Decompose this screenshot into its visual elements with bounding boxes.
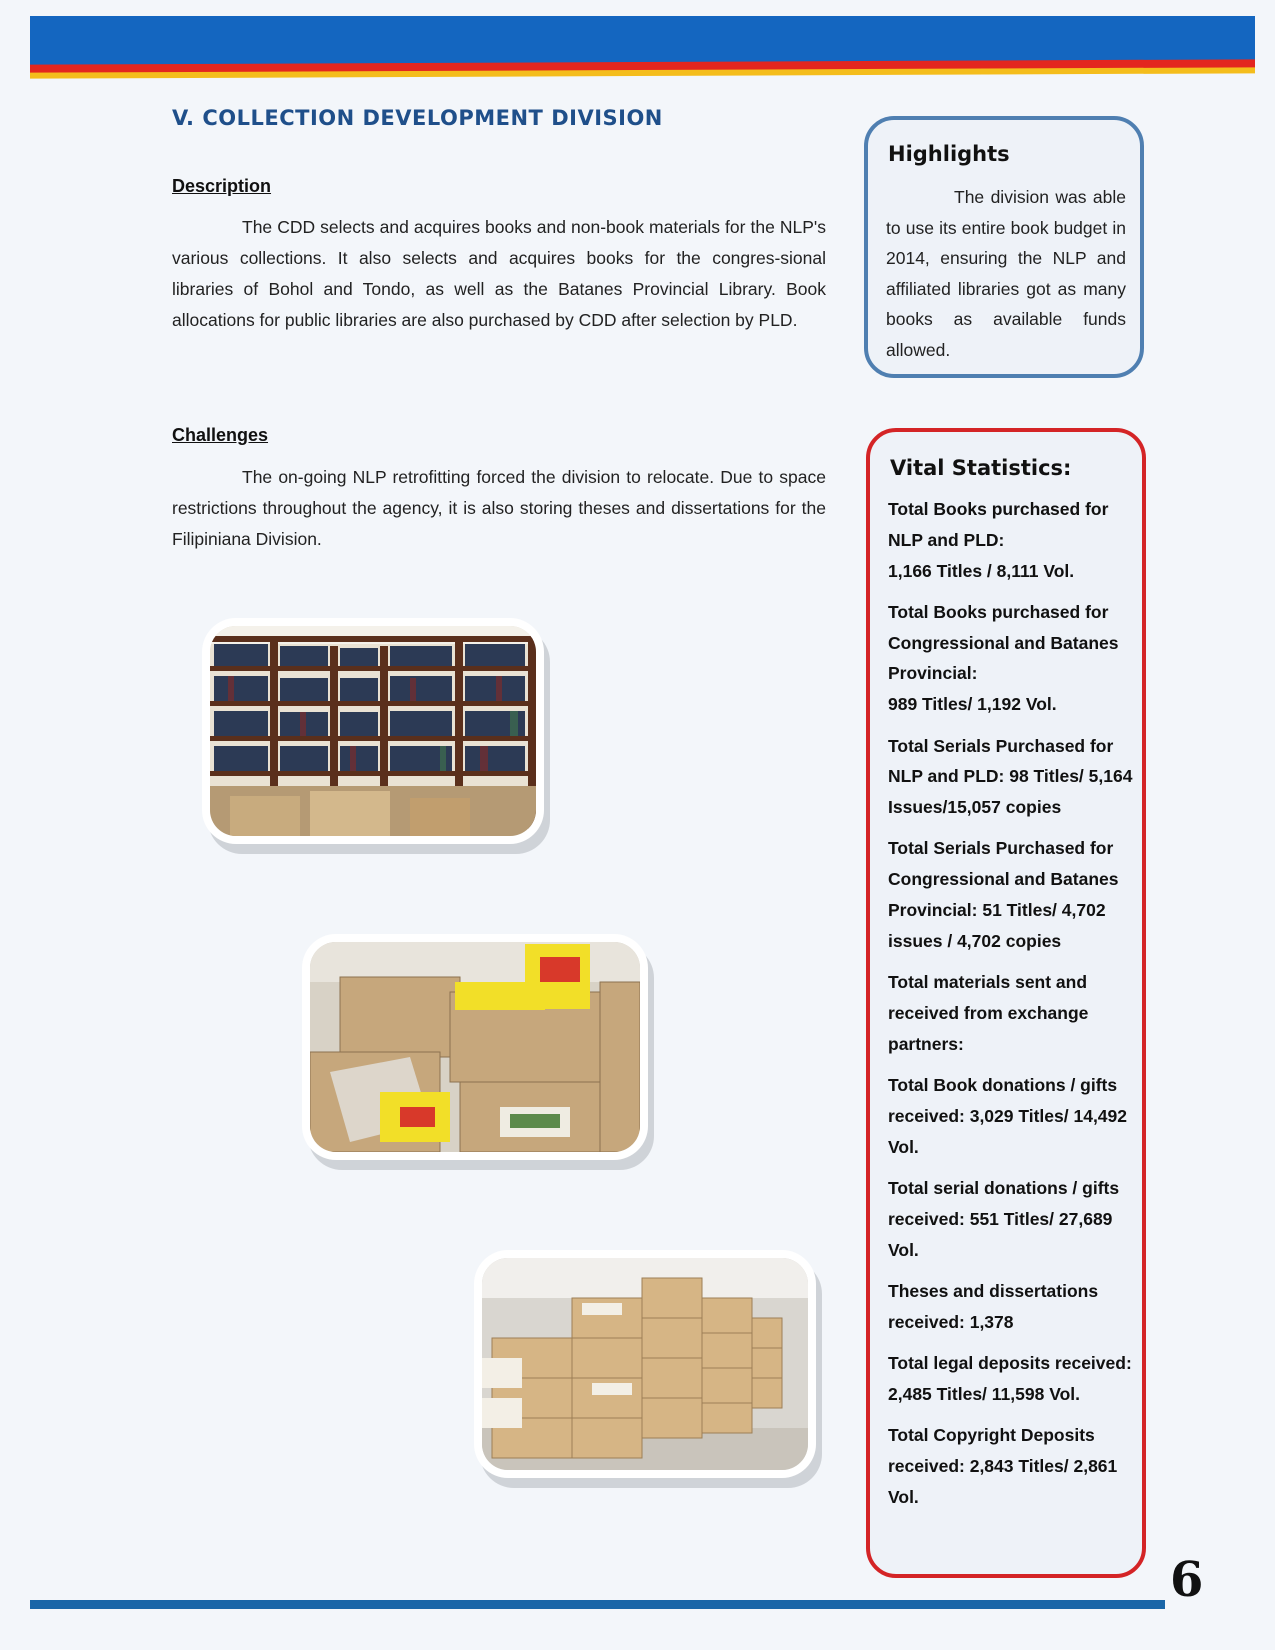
stat-item [888, 1070, 1136, 1162]
highlights-title: Highlights [888, 142, 1010, 166]
stat-item [888, 597, 1136, 720]
stat-item [888, 1276, 1136, 1338]
book-boxes-photo [310, 942, 640, 1152]
stat-item [888, 967, 1136, 1059]
page-title: V. COLLECTION DEVELOPMENT DIVISION [172, 106, 663, 130]
stat-label: Total Copyright Deposits received: 2,843 Titles/ 2,861 Vol. [888, 1425, 1118, 1507]
page-number: 6 [1170, 1552, 1204, 1608]
highlights-box [864, 116, 1144, 378]
library-shelves-photo [210, 626, 536, 836]
stat-label: Total Serials Purchased for NLP and PLD: 98 Titles/ 5,164 Issues/15,057 copies [888, 735, 1133, 818]
stacked-cartons-photo [482, 1258, 808, 1470]
stat-item [888, 1173, 1136, 1265]
description-text: The CDD selects and acquires books and non-book materials for the NLP's various collections. It also selects and acquires books for the congres-sional libraries of Bohol and Tondo, as well as the Batanes Provincial Library. Book allocations for public libraries are also purchased by CDD after selection by PLD. [172, 217, 826, 330]
stat-item [888, 731, 1136, 823]
stat-item [888, 833, 1136, 956]
description-heading: Description [172, 176, 272, 196]
stat-label: Theses and dissertations received: 1,378 [888, 1280, 1099, 1332]
stat-label: Total Books purchased for NLP and PLD: [888, 499, 1109, 550]
stat-item [888, 494, 1136, 586]
stat-value: 989 Titles/ 1,192 Vol. [888, 694, 1057, 715]
footer-line [30, 1600, 1165, 1609]
stat-label: Total serial donations / gifts received: 551 Titles/ 27,689 Vol. [888, 1177, 1120, 1260]
vital-statistics-title: Vital Statistics: [890, 456, 1072, 480]
stat-value: 1,166 Titles / 8,111 Vol. [888, 560, 1075, 581]
stat-item [888, 1420, 1136, 1512]
stat-label: Total Books purchased for Congressional and Batanes Provincial: [888, 601, 1119, 684]
challenges-text: The on-going NLP retrofitting forced the division to relocate. Due to space restrictions throughout the agency, it is also storing theses and dissertations for the Filipiniana Division. [172, 467, 826, 549]
stat-item [888, 1348, 1136, 1410]
stat-label: Total materials sent and received from exchange partners: [888, 972, 1089, 1054]
vital-statistics-box [866, 428, 1146, 1578]
vital-statistics-list [888, 494, 1136, 1523]
stat-label: Total legal deposits received: 2,485 Titles/ 11,598 Vol. [888, 1352, 1132, 1404]
highlights-text: The division was able to use its entire book budget in 2014, ensuring the NLP and affiliated libraries got as many books as available funds allowed. [886, 187, 1126, 360]
challenges-heading: Challenges [172, 425, 269, 445]
stat-label: Total Serials Purchased for Congressional and Batanes Provincial: 51 Titles/ 4,702 issues / 4,702 copies [888, 838, 1119, 951]
stat-label: Total Book donations / gifts received: 3,029 Titles/ 14,492 Vol. [888, 1075, 1128, 1157]
